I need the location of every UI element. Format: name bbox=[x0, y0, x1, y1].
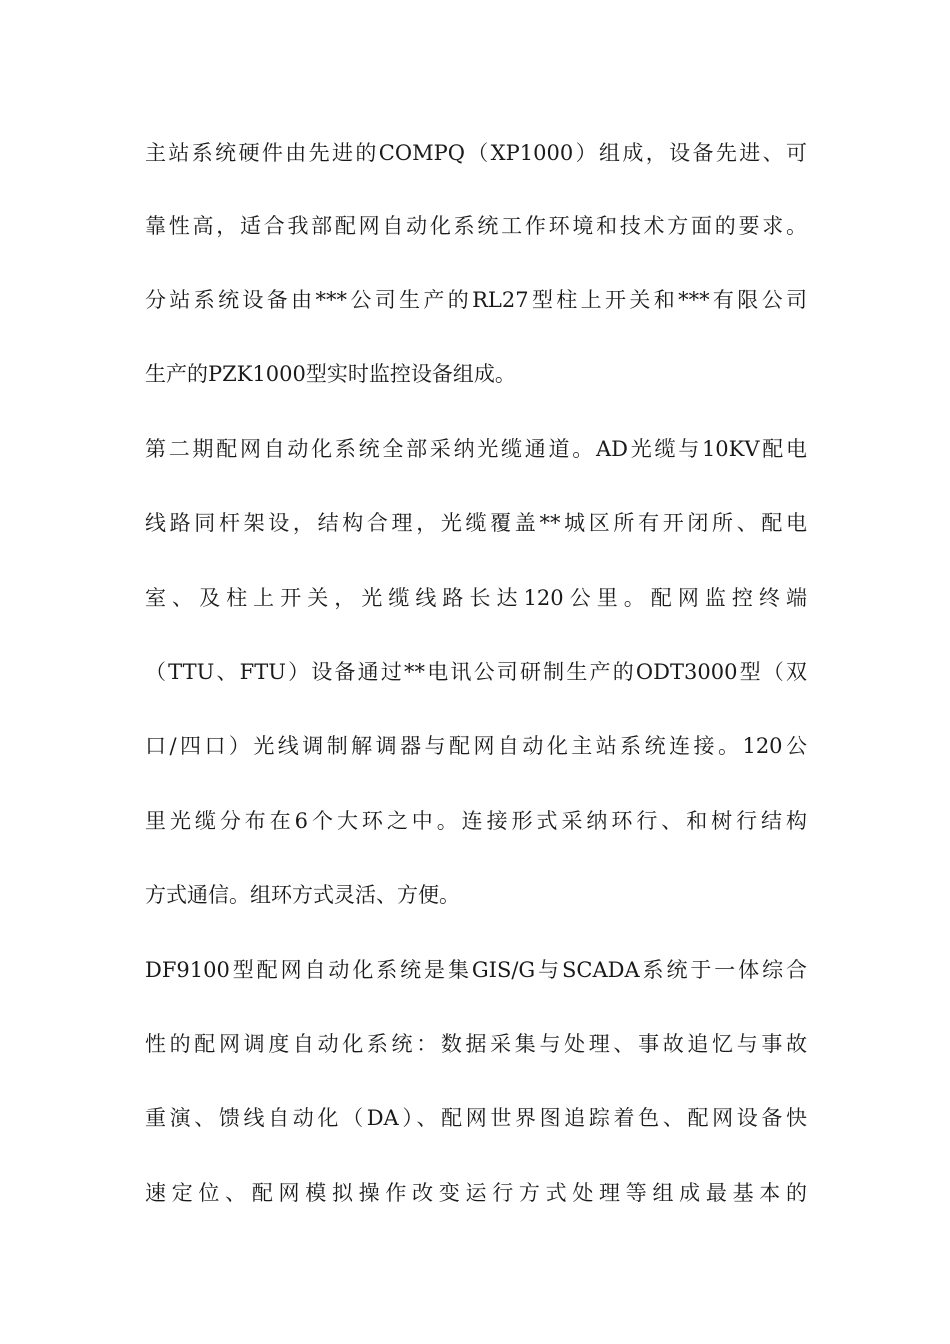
text-line: 口/四口）光线调制解调器与配网自动化主站系统连接。120公 bbox=[145, 734, 807, 758]
text-line: 里光缆分布在6个大环之中。连接形式采纳环行、和树行结构 bbox=[145, 809, 807, 833]
text-line: 生产的PZK1000型实时监控设备组成。 bbox=[145, 362, 516, 386]
text-line: 速定位、配网模拟操作改变运行方式处理等组成最基本的 bbox=[145, 1181, 807, 1205]
text-line: 室、及柱上开关，光缆线路长达120公里。配网监控终端 bbox=[145, 586, 807, 610]
text-line: 重演、馈线自动化（DA）、配网世界图追踪着色、配网设备快 bbox=[145, 1106, 807, 1130]
text-line: 第二期配网自动化系统全部采纳光缆通道。AD光缆与10KV配电 bbox=[145, 437, 807, 461]
text-line: 靠性高，适合我部配网自动化系统工作环境和技术方面的要求。 bbox=[145, 214, 807, 238]
text-line: （TTU、FTU）设备通过**电讯公司研制生产的ODT3000型（双 bbox=[145, 660, 807, 684]
text-line: DF9100型配网自动化系统是集GIS/G与SCADA系统于一体综合 bbox=[145, 958, 807, 982]
text-line: 线路同杆架设，结构合理，光缆覆盖**城区所有开闭所、配电 bbox=[145, 511, 807, 535]
text-line: 性的配网调度自动化系统：数据采集与处理、事故追忆与事故 bbox=[145, 1032, 807, 1056]
text-line: 方式通信。组环方式灵活、方便。 bbox=[145, 883, 460, 907]
text-line: 分站系统设备由***公司生产的RL27型柱上开关和***有限公司 bbox=[145, 288, 807, 312]
text-line: 主站系统硬件由先进的COMPQ（XP1000）组成，设备先进、可 bbox=[145, 141, 807, 165]
